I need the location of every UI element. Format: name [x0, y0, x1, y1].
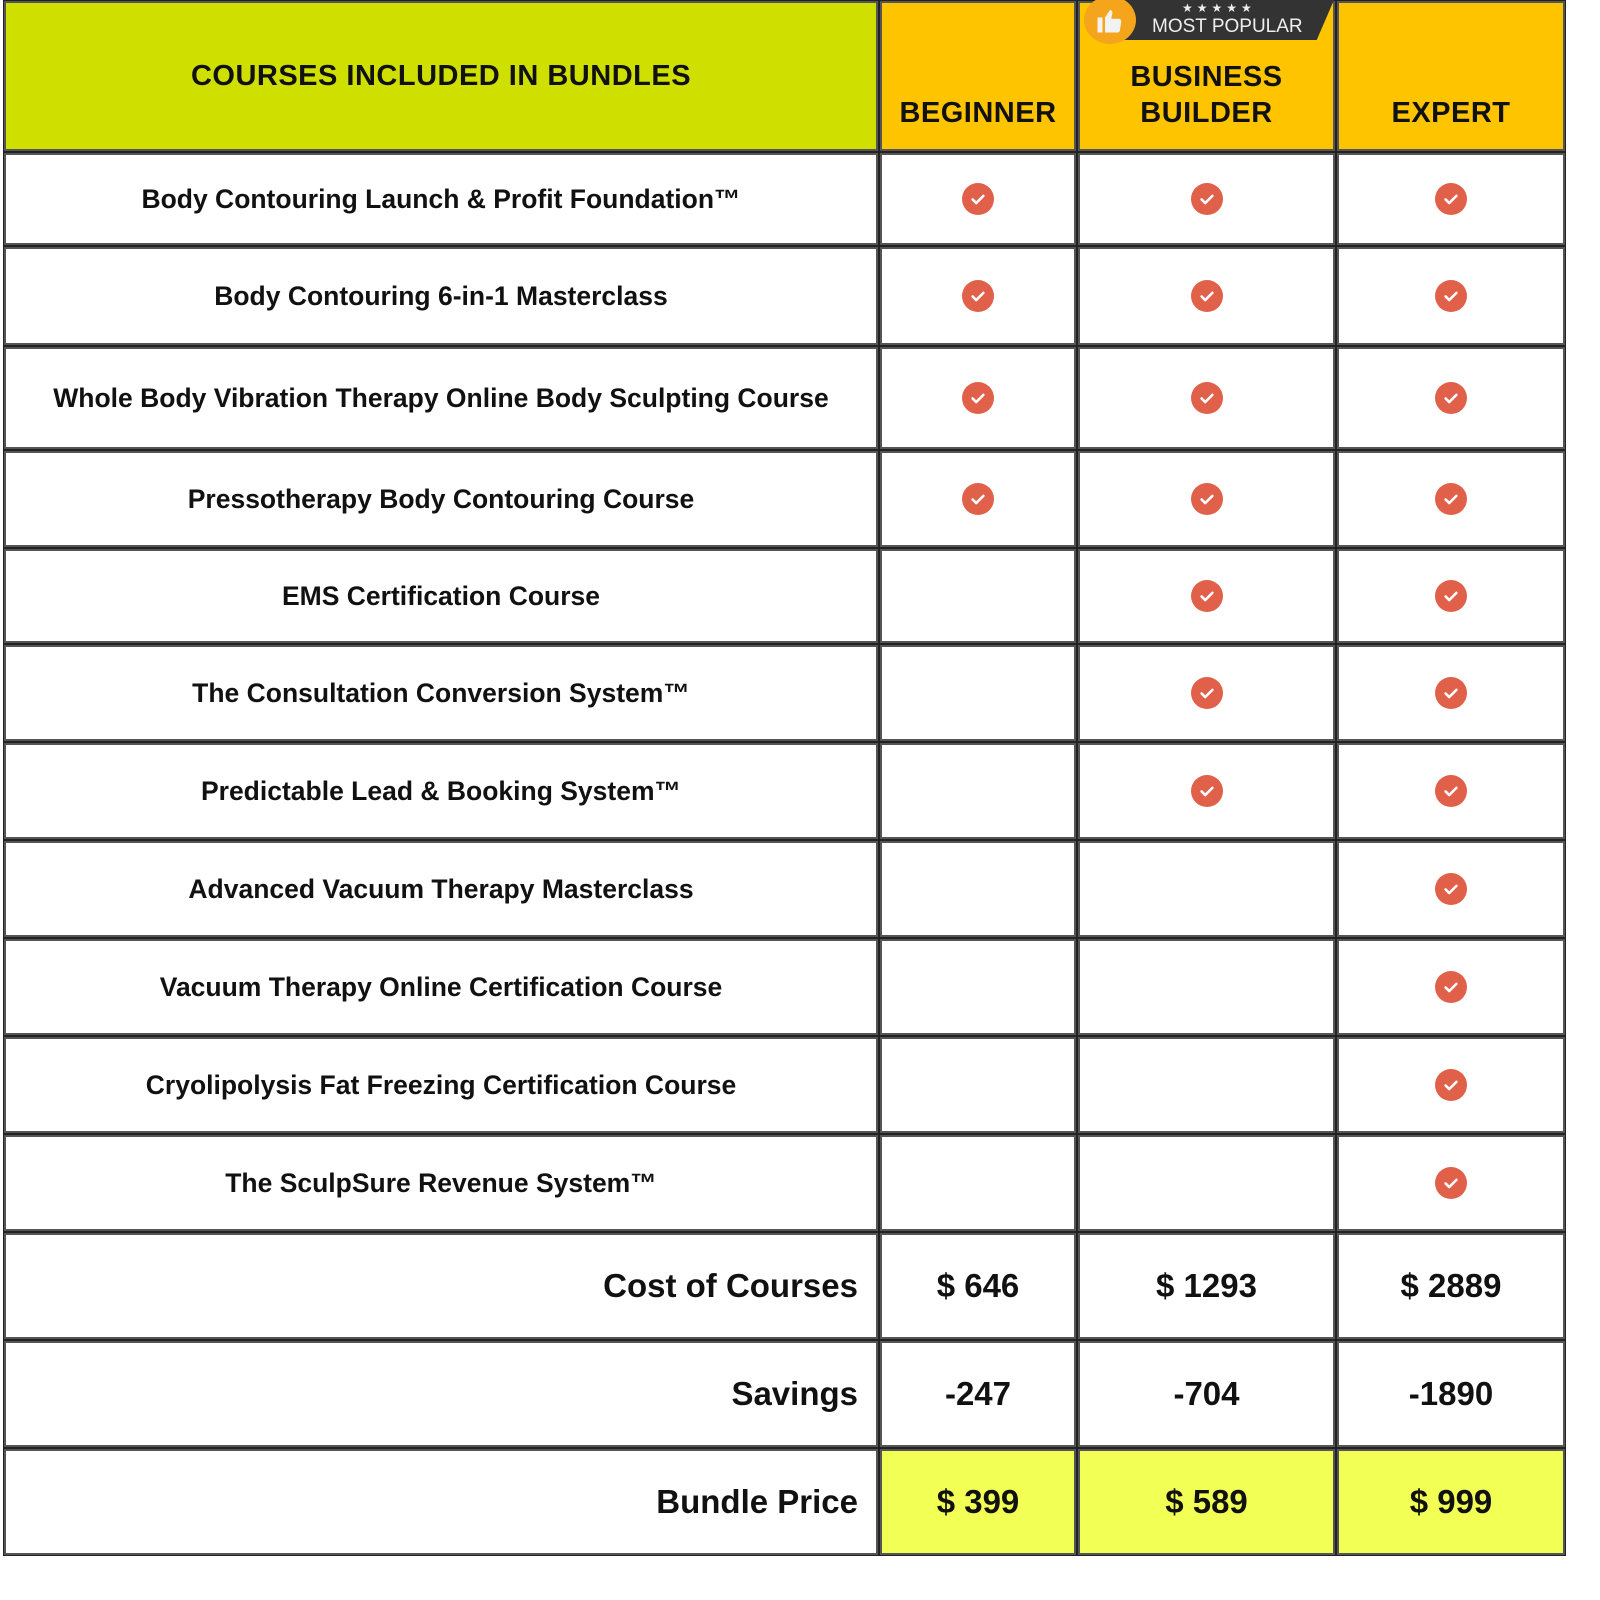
cell-expert — [1337, 451, 1565, 547]
table-row — [3, 644, 1569, 742]
table-title: COURSES INCLUDED IN BUNDLES — [4, 1, 878, 151]
cell-beginner — [880, 841, 1076, 937]
cell-expert — [1337, 841, 1565, 937]
cell-beginner — [880, 549, 1076, 643]
cell-expert — [1337, 939, 1565, 1035]
check-icon — [1191, 580, 1223, 612]
cell-beginner — [880, 939, 1076, 1035]
course-name: The SculpSure Revenue System™ — [4, 1135, 878, 1231]
table-row — [3, 246, 1569, 346]
course-name: Pressotherapy Body Contouring Course — [4, 451, 878, 547]
cell-beginner — [880, 645, 1076, 741]
check-icon — [1191, 183, 1223, 215]
cell-business-builder — [1078, 743, 1335, 839]
cell-beginner — [880, 247, 1076, 345]
cell-expert — [1337, 153, 1565, 245]
tier-beginner: BEGINNER — [880, 1, 1076, 151]
cell-business-builder — [1078, 645, 1335, 741]
course-name: Body Contouring 6-in-1 Masterclass — [4, 247, 878, 345]
check-icon — [1435, 677, 1467, 709]
summary-value-beginner: $ 646 — [880, 1233, 1076, 1339]
check-icon — [962, 382, 994, 414]
check-icon — [1435, 971, 1467, 1003]
check-icon — [1191, 280, 1223, 312]
cell-business-builder — [1078, 153, 1335, 245]
summary-row — [3, 1340, 1569, 1448]
check-icon — [1191, 775, 1223, 807]
summary-value-expert: $ 2889 — [1337, 1233, 1565, 1339]
check-icon — [1435, 280, 1467, 312]
cell-expert — [1337, 247, 1565, 345]
cell-expert — [1337, 347, 1565, 449]
cell-beginner — [880, 1037, 1076, 1133]
check-icon — [962, 183, 994, 215]
cell-expert — [1337, 1135, 1565, 1231]
check-icon — [1435, 1069, 1467, 1101]
check-icon — [1435, 580, 1467, 612]
check-icon — [1435, 183, 1467, 215]
summary-label: Savings — [4, 1341, 878, 1447]
course-name: Body Contouring Launch & Profit Foundation™ — [4, 153, 878, 245]
course-name: EMS Certification Course — [4, 549, 878, 643]
table-row — [3, 1036, 1569, 1134]
tier-business-builder: BUSINESS BUILDER — [1078, 1, 1335, 151]
table-row — [3, 152, 1569, 246]
cell-business-builder — [1078, 451, 1335, 547]
summary-label: Bundle Price — [4, 1449, 878, 1555]
table-row — [3, 938, 1569, 1036]
table-row — [3, 1134, 1569, 1232]
course-name: Cryolipolysis Fat Freezing Certification Course — [4, 1037, 878, 1133]
summary-value-business-builder: $ 589 — [1078, 1449, 1335, 1555]
course-name: Predictable Lead & Booking System™ — [4, 743, 878, 839]
cell-business-builder — [1078, 939, 1335, 1035]
cell-expert — [1337, 549, 1565, 643]
cell-business-builder — [1078, 841, 1335, 937]
cell-beginner — [880, 743, 1076, 839]
summary-value-business-builder: -704 — [1078, 1341, 1335, 1447]
cell-expert — [1337, 1037, 1565, 1133]
cell-business-builder — [1078, 1037, 1335, 1133]
table-row — [3, 450, 1569, 548]
table-row — [3, 742, 1569, 840]
badge-label: MOST POPULAR — [1152, 16, 1303, 37]
cell-business-builder — [1078, 1135, 1335, 1231]
check-icon — [962, 280, 994, 312]
table-row — [3, 840, 1569, 938]
table-row — [3, 346, 1569, 450]
cell-beginner — [880, 451, 1076, 547]
cell-beginner — [880, 1135, 1076, 1231]
summary-value-business-builder: $ 1293 — [1078, 1233, 1335, 1339]
course-name: The Consultation Conversion System™ — [4, 645, 878, 741]
most-popular-badge — [1078, 0, 1336, 40]
summary-row — [3, 1448, 1569, 1556]
summary-row — [3, 1232, 1569, 1340]
cell-business-builder — [1078, 247, 1335, 345]
check-icon — [1191, 483, 1223, 515]
summary-value-expert: $ 999 — [1337, 1449, 1565, 1555]
course-name: Vacuum Therapy Online Certification Course — [4, 939, 878, 1035]
bundle-comparison-table — [3, 0, 1569, 1556]
table-row — [3, 548, 1569, 644]
cell-beginner — [880, 153, 1076, 245]
summary-value-beginner: $ 399 — [880, 1449, 1076, 1555]
stars-icon: ★★★★★ — [1182, 1, 1256, 15]
cell-beginner — [880, 347, 1076, 449]
check-icon — [1435, 382, 1467, 414]
cell-business-builder — [1078, 549, 1335, 643]
check-icon — [1435, 1167, 1467, 1199]
check-icon — [1191, 677, 1223, 709]
summary-value-expert: -1890 — [1337, 1341, 1565, 1447]
check-icon — [962, 483, 994, 515]
cell-expert — [1337, 743, 1565, 839]
tier-expert: EXPERT — [1337, 1, 1565, 151]
course-name: Advanced Vacuum Therapy Masterclass — [4, 841, 878, 937]
summary-value-beginner: -247 — [880, 1341, 1076, 1447]
course-name: Whole Body Vibration Therapy Online Body Sculpting Course — [4, 347, 878, 449]
cell-expert — [1337, 645, 1565, 741]
cell-business-builder — [1078, 347, 1335, 449]
summary-label: Cost of Courses — [4, 1233, 878, 1339]
check-icon — [1191, 382, 1223, 414]
check-icon — [1435, 873, 1467, 905]
check-icon — [1435, 483, 1467, 515]
check-icon — [1435, 775, 1467, 807]
